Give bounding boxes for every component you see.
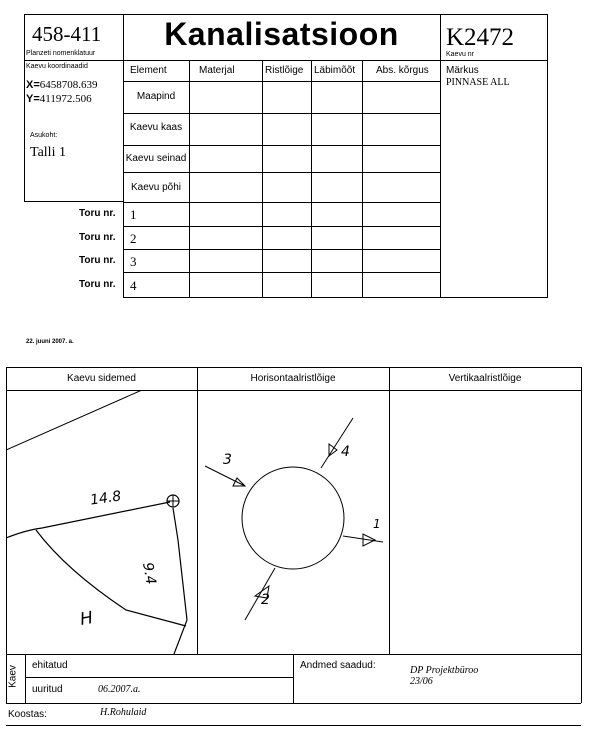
well-circle-icon xyxy=(242,467,344,569)
row-label-bottom: Kaevu põhi xyxy=(130,182,182,193)
distance-side-label: 9.4 xyxy=(139,561,159,586)
data-source-date: 23/06 xyxy=(410,676,433,687)
row-label-walls: Kaevu seinad xyxy=(125,153,187,164)
coordinate-x-label: X= xyxy=(26,79,40,91)
author-value: H.Rohulaid xyxy=(100,707,147,718)
built-label: ehitatud xyxy=(32,660,68,671)
coordinate-y-value: 411972.506 xyxy=(39,93,92,105)
pipe-4-label: 4 xyxy=(341,444,350,460)
coordinate-y-label: Y= xyxy=(26,93,40,105)
column-header-diameter: Läbimõõt xyxy=(314,65,356,76)
section-ties: Kaevu sidemed xyxy=(67,373,136,384)
pipe-3-arrow-icon xyxy=(233,478,245,486)
page-title: Kanalisatsioon xyxy=(164,16,399,52)
well-code: K2472 xyxy=(446,24,515,51)
location-value: Talli 1 xyxy=(30,145,66,160)
pipe-label-2: Toru nr. xyxy=(79,232,116,243)
pipe-number-4: 4 xyxy=(130,278,137,293)
pipe-2-label: 2 xyxy=(261,592,270,608)
coordinate-x xyxy=(26,79,98,91)
pipe-number-1: 1 xyxy=(130,207,137,222)
location-label: Asukoht: xyxy=(30,132,58,139)
date-stamp: 22. juuni 2007. a. xyxy=(26,339,74,345)
pipe-3-label: 3 xyxy=(223,452,232,468)
remarks-label: Märkus xyxy=(446,65,479,76)
data-source-value: DP Projektbüroo xyxy=(410,665,479,676)
pipe-number-2: 2 xyxy=(130,231,137,246)
coordinate-y xyxy=(26,93,92,105)
pipe-number-3: 3 xyxy=(130,254,137,269)
distance-top-label: 14.8 xyxy=(89,488,123,509)
horizontal-section-sketch xyxy=(197,390,389,654)
surveyed-value: 06.2007.a. xyxy=(98,684,141,695)
surveyed-label: uuritud xyxy=(32,684,63,695)
house-letter: H xyxy=(78,607,95,630)
ties-vertical-line xyxy=(173,508,187,620)
ties-sketch xyxy=(6,390,197,654)
survey-point-icon xyxy=(167,495,179,507)
section-vertical: Vertikaalristlõige xyxy=(448,373,522,384)
pipe-label-4: Toru nr. xyxy=(79,279,116,290)
pipe-3-line xyxy=(205,466,245,486)
author-label: Koostas: xyxy=(8,709,47,720)
ties-diagonal xyxy=(36,530,186,626)
coordinate-x-value: 6458708.639 xyxy=(39,79,98,91)
row-label-cover: Kaevu kaas xyxy=(129,122,183,133)
coordinates-label: Kaevu koordinaadid xyxy=(26,63,88,70)
ties-line-to-point xyxy=(6,502,170,538)
column-header-element: Element xyxy=(130,65,167,76)
section-horizontal: Horisontaalristlõige xyxy=(250,373,336,384)
well-caption: Kaevu nr xyxy=(446,51,475,58)
column-header-cross-section: Ristlõige xyxy=(265,65,304,76)
pipe-label-1: Toru nr. xyxy=(79,208,116,219)
data-source-label: Andmed saadud: xyxy=(300,660,376,671)
sheet-number: 458-411 xyxy=(32,22,102,46)
pipe-4-line xyxy=(321,418,353,468)
sheet-caption: Planzeti nomenklatuur xyxy=(26,50,96,57)
row-label-ground: Maapind xyxy=(136,91,176,102)
pipe-2-line xyxy=(245,568,275,620)
pipe-label-3: Toru nr. xyxy=(79,255,116,266)
ties-top-edge xyxy=(6,390,142,450)
column-header-elevation: Abs. kõrgus xyxy=(376,65,429,76)
kaev-label: Kaev xyxy=(7,665,19,688)
pipe-1-label: 1 xyxy=(373,517,381,531)
remarks-value: PINNASE ALL xyxy=(446,77,510,88)
column-header-material: Materjal xyxy=(199,65,235,76)
